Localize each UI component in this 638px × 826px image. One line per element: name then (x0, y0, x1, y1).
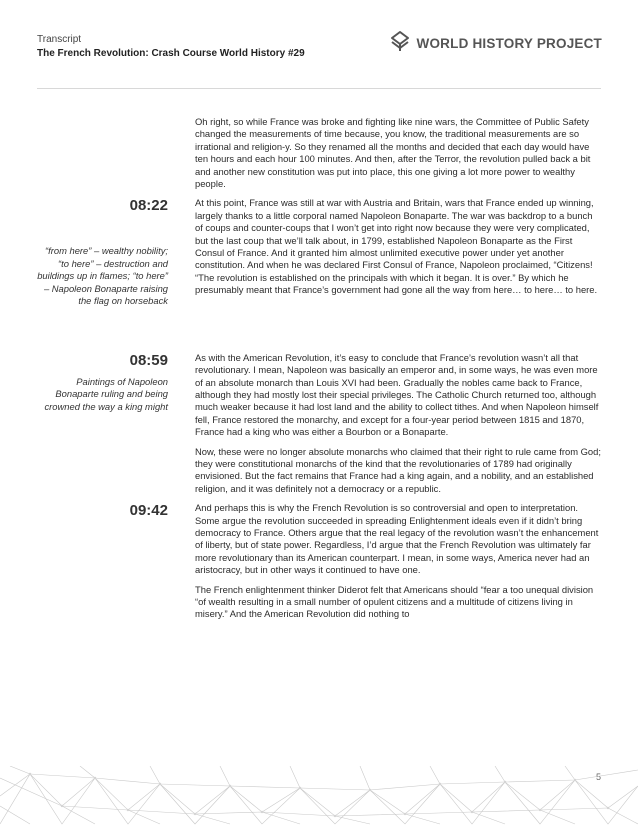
section-sidebar (37, 116, 168, 122)
visual-note: “from here” – wealthy nobility; “to here” – destruction and buildings up in flames; “to here” – Napoleon Bonaparte raising the flag on horseback (37, 245, 168, 307)
transcript-paragraph: As with the American Revolution, it’s easy to conclude that France’s revolution wasn’t all that revolutionary. I mean, Napoleon was basically an emperor and, in some ways, he was even more of an absolute monarch than Louis XVI had been. Gradually the nobles came back to France, although they had mostly lost their special privileges. The Catholic Church returned too, although much weaker because it had lost land and the ability to collect tithes. And when Napoleon himself fell, France restored the monarchy, and except for a four-year period between 1815 and 1870, France had a king who was either a Bourbon or a Bonaparte. (195, 351, 599, 438)
world-history-project-logo-icon (389, 30, 411, 57)
timestamp: 09:42 (129, 502, 168, 520)
visual-note: Paintings of Napoleon Bonaparte ruling and being crowned the way a king might (44, 375, 168, 412)
timestamp: 08:22 (129, 197, 168, 215)
footer-geometric-pattern (0, 766, 638, 826)
transcript-section (37, 352, 601, 439)
section-sidebar (37, 502, 168, 526)
section-sidebar (37, 352, 168, 413)
header-label: Transcript (37, 34, 82, 45)
transcript-paragraph: At this point, France was still at war with Austria and Britain, wars that France ended up winning, largely thanks to a little corporal named Napoleon Bonaparte. The war was backdrop to a bunch of coups and counter-coups that I won’t get into right now because they were very complicated, but the last coup that we’ll talk about, in 1799, established Napoleon Bonaparte as the First Consul of France. And it granted him almost unlimited executive power under yet another constitution. And when he was declared First Consul of France, Napoleon proclaimed, “Citizens! “The revolution is established on the principals with which it began. It is over.” By which he presumably meant that France’s government had gone all the way from here… to here… to here. (195, 197, 598, 296)
transcript-section (37, 197, 601, 307)
section-sidebar (37, 197, 168, 307)
transcript-section (37, 116, 601, 190)
brand-logo[interactable] (389, 30, 602, 57)
transcript-paragraph: And perhaps this is why the French Revolution is so controversial and open to interpretation. Some argue the revolution succeeded in spreading Enlightenment ideals even if it didn’t bring democracy to France. Others argue that the real legacy of the revolution wasn’t the enhancement of liberty, but of state power. Regardless, I’d argue that the French Revolution was ultimately far more revolutionary than its American counterpart. I mean, in some ways, America never had an aristocracy, but in other ways it continued to have one. (195, 502, 599, 576)
page-number: 5 (595, 772, 601, 782)
document-title: The French Revolution: Crash Course World History #29 (37, 48, 305, 59)
transcript-section (37, 502, 601, 576)
transcript-paragraph: The French enlightenment thinker Diderot felt that Americans should “fear a too unequal division “of wealth resulting in a small number of opulent citizens and a multitude of citizens living in misery.” And the American Revolution did nothing to (195, 583, 594, 620)
transcript-paragraph: Oh right, so while France was broke and fighting like nine wars, the Committee of Public Safety changed the measurements of time because, you know, the traditional measurements are so irrational and religion-y. So they renamed all the months and decided that each day would have ten hours and each hour 100 minutes. And then, after the Terror, the revolution pulled back a bit and another new constitution was put into place, this one giving a lot more power to wealthy people. (195, 116, 591, 190)
brand-name: WORLD HISTORY PROJECT (416, 36, 602, 51)
section-sidebar (37, 446, 168, 452)
transcript-body (37, 116, 601, 628)
transcript-header (37, 33, 305, 60)
timestamp: 08:59 (129, 351, 168, 369)
section-sidebar (37, 584, 168, 590)
header-divider (37, 88, 601, 89)
transcript-paragraph: Now, these were no longer absolute monarchs who claimed that their right to rule came from God; they were constitutional monarchs of the kind that the revolutionaries of 1789 had originally envisioned. But the fact remains that France had a king again, and a nobility, and an established religion, and it was definitely not a democracy or a republic. (195, 445, 601, 494)
transcript-section (37, 446, 601, 496)
transcript-section (37, 584, 601, 621)
